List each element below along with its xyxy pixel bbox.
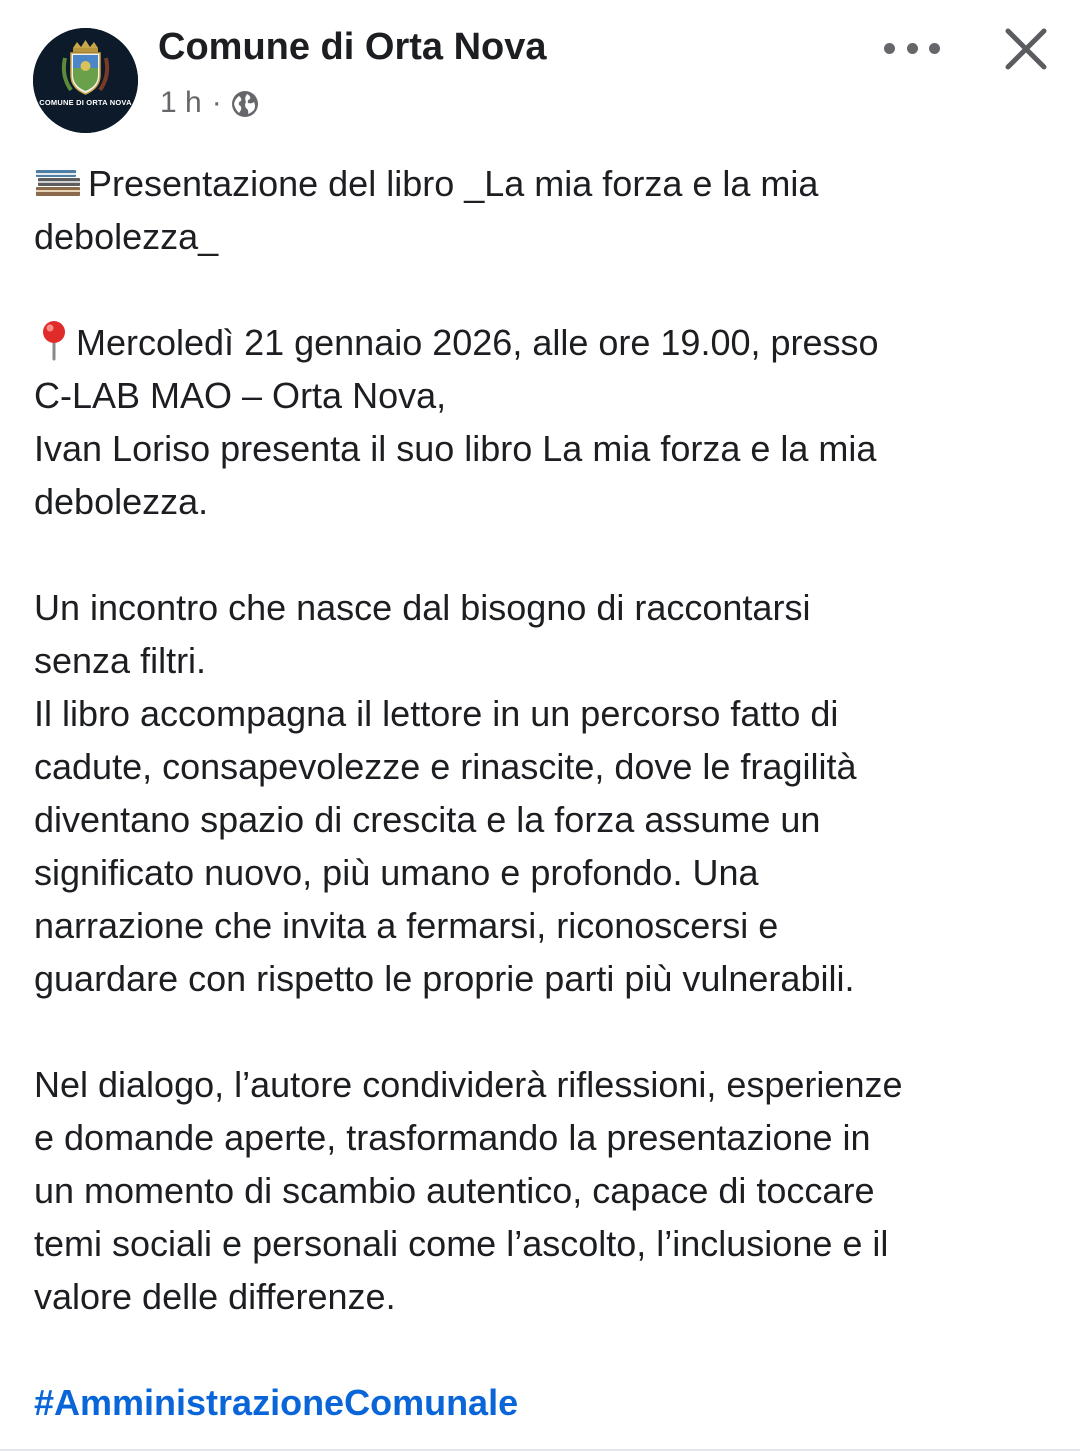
post-title-line: debolezza_ (34, 216, 219, 257)
more-icon[interactable] (884, 30, 940, 66)
page-avatar[interactable] (33, 28, 138, 133)
post-title-text: Presentazione del libro _La mia forza e la mia (88, 163, 819, 204)
hashtag-link[interactable]: #AmministrazioneComunale (34, 1382, 519, 1423)
post-time[interactable]: 1 h (160, 86, 202, 119)
event-line: Ivan Loriso presenta il suo libro La mia forza e la mia (34, 428, 877, 469)
more-dot (884, 43, 895, 54)
hashtag-line (34, 1376, 1044, 1429)
post-header (0, 0, 1080, 150)
paragraph-gap (34, 1005, 1044, 1058)
page-name-link[interactable]: Comune di Orta Nova (158, 26, 547, 68)
event-line: C-LAB MAO – Orta Nova, (34, 375, 447, 416)
post-body (34, 157, 1044, 1429)
paragraph-line: diventano spazio di crescita e la forza assume un (34, 799, 821, 840)
event-line (34, 316, 1044, 369)
close-icon[interactable] (1003, 26, 1049, 72)
paragraph-line: un momento di scambio autentico, capace di toccare (34, 1170, 875, 1211)
pin-icon (34, 319, 74, 361)
coat-of-arms-icon (33, 28, 138, 133)
paragraph-gap (34, 263, 1044, 316)
paragraph-line: guardare con rispetto le proprie parti più vulnerabili. (34, 958, 855, 999)
paragraph-line: valore delle differenze. (34, 1276, 396, 1317)
paragraph-line: Il libro accompagna il lettore in un percorso fatto di (34, 693, 839, 734)
post-title-line (34, 157, 1044, 210)
avatar-caption: COMUNE DI ORTA NOVA (39, 98, 132, 107)
event-line: debolezza. (34, 481, 209, 522)
paragraph-line: e domande aperte, trasformando la presentazione in (34, 1117, 871, 1158)
books-icon (34, 166, 82, 198)
more-dot (929, 43, 940, 54)
paragraph-line: cadute, consapevolezze e rinascite, dove le fragilità (34, 746, 857, 787)
paragraph-line: senza filtri. (34, 640, 207, 681)
paragraph-line: Un incontro che nasce dal bisogno di raccontarsi (34, 587, 811, 628)
globe-icon[interactable] (230, 89, 260, 119)
more-dot (907, 43, 918, 54)
meta-separator: · (211, 86, 222, 119)
post-meta (160, 86, 260, 120)
paragraph-gap (34, 528, 1044, 581)
paragraph-gap (34, 1323, 1044, 1376)
paragraph-line: significato nuovo, più umano e profondo. Una (34, 852, 759, 893)
paragraph-line: Nel dialogo, l’autore condividerà riflessioni, esperienze (34, 1064, 903, 1105)
paragraph-line: narrazione che invita a fermarsi, riconoscersi e (34, 905, 779, 946)
event-text: Mercoledì 21 gennaio 2026, alle ore 19.00, presso (76, 322, 879, 363)
paragraph-line: temi sociali e personali come l’ascolto, l’inclusione e il (34, 1223, 889, 1264)
